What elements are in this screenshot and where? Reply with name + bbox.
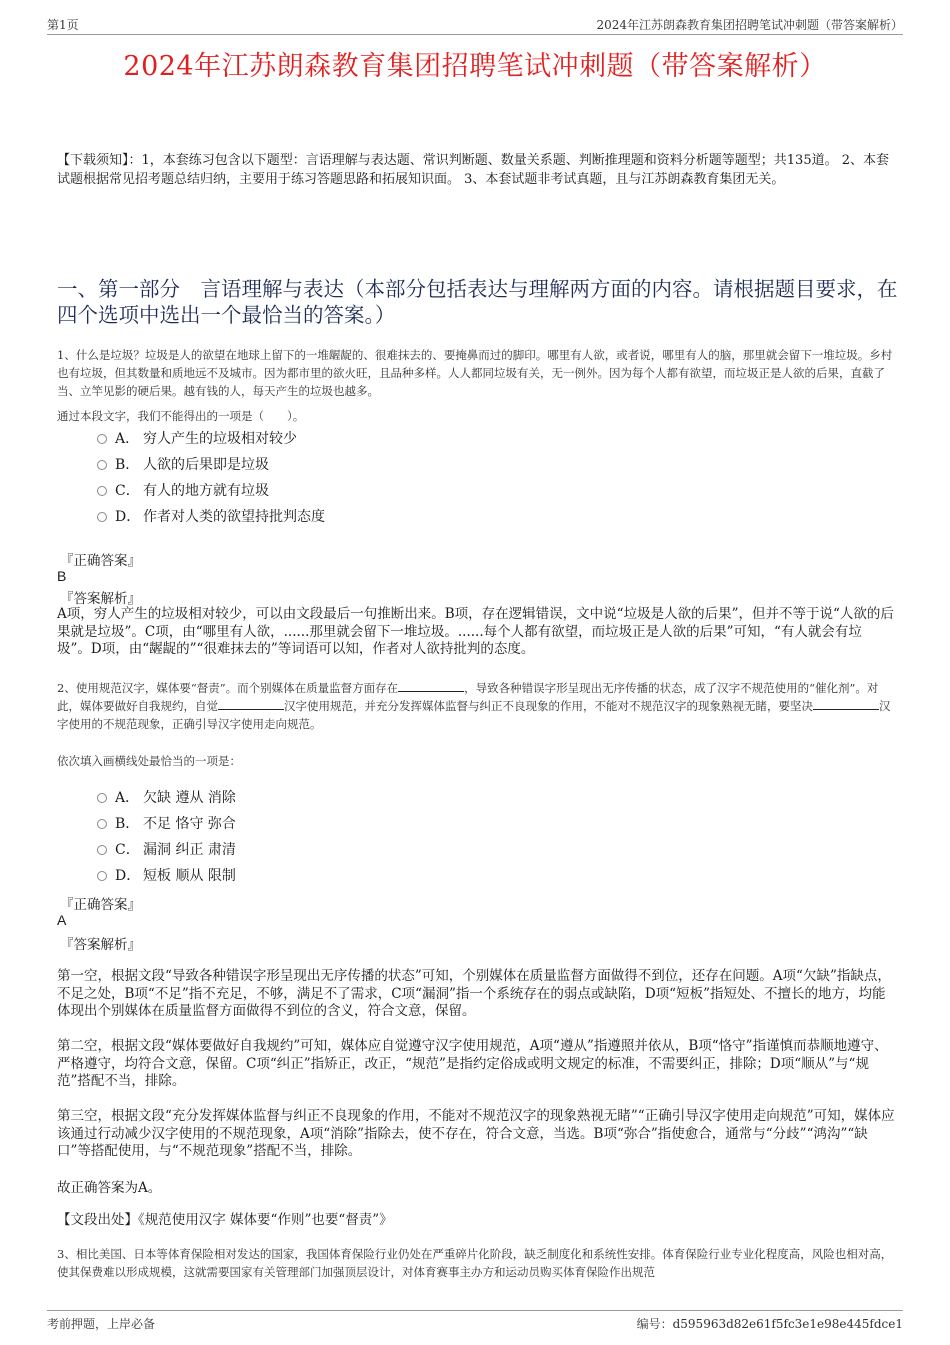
radio-icon[interactable] bbox=[97, 793, 107, 803]
question-1-options bbox=[97, 425, 597, 529]
option-d[interactable]: D． 短板 顺从 限制 bbox=[97, 862, 597, 888]
footer-slogan: 考前押题，上岸必备 bbox=[47, 1317, 156, 1331]
option-a[interactable]: A． 穷人产生的垃圾相对较少 bbox=[97, 425, 597, 451]
radio-icon[interactable] bbox=[97, 486, 107, 496]
question-1-ask: 通过本段文字，我们不能得出的一项是（ ）。 bbox=[57, 409, 305, 423]
answer-value: B bbox=[57, 568, 67, 584]
radio-icon[interactable] bbox=[97, 434, 107, 444]
question-2-ask: 依次填入画横线处最恰当的一项是： bbox=[57, 754, 241, 768]
page-title: 2024年江苏朗森教育集团招聘笔试冲刺题（带答案解析） bbox=[123, 51, 827, 82]
radio-icon[interactable] bbox=[97, 512, 107, 522]
option-c[interactable]: C． 有人的地方就有垃圾 bbox=[97, 477, 597, 503]
question-1-stem: 1、什么是垃圾？垃圾是人的欲望在地球上留下的一堆龌龊的、很难抹去的、要掩鼻而过的脚印。哪里有人欲，或者说，哪里有人的脑，那里就会留下一堆垃圾。乡村也有垃圾，但其数量和质地远不及城市。因为都市里的欲火旺，且品种多样。人人都同垃圾有关，无一例外。因为每个人都有欲望，而垃圾正是人欲的后果，直截了当、立竿见影的硬后果。越有钱的人，每天产生的垃圾也越多。 bbox=[57, 348, 893, 398]
analysis-conclusion: 故正确答案为A。 bbox=[57, 1180, 162, 1196]
document-id: 编号：d595963d82e61f5fc3e1e98e445fdce1 bbox=[636, 1317, 903, 1331]
page-number: 第1页 bbox=[47, 18, 79, 32]
answer-label: 『正确答案』 bbox=[60, 553, 141, 569]
analysis-paragraph-1: 第一空，根据文段“导致各种错误字形呈现出无序传播的状态”可知，个别媒体在质量监督方面做得不到位，还存在问题。A项“欠缺”指缺点，不足之处，B项“不足”指不充足，不够，满足不了需求，C项“漏洞”指一个系统存在的弱点或缺陷，D项“短板”指短处、不擅长的地方，均能体现出个别媒体在质量监督方面做得不到位的含义，符合文意，保留。 bbox=[57, 968, 891, 1019]
page-footer bbox=[47, 1310, 903, 1331]
page-header bbox=[47, 14, 903, 35]
option-a[interactable]: A． 欠缺 遵从 消除 bbox=[97, 784, 597, 810]
header-doc-title: 2024年江苏朗森教育集团招聘笔试冲刺题（带答案解析） bbox=[596, 18, 903, 32]
passage-source: 【文段出处】《规范使用汉字 媒体要“作则”也要“督责”》 bbox=[57, 1212, 393, 1228]
question-3-stem: 3、相比美国、日本等体育保险相对发达的国家，我国体育保险行业仍处在严重碎片化阶段，缺乏制度化和系统性安排。体育保险行业专业化程度高，风险也相对高，使其保费难以形成规模，这就需要国家有关管理部门加强顶层设计，对体育赛事主办方和运动员购买体育保险作出规范 bbox=[57, 1247, 893, 1279]
analysis-label: 『答案解析』 bbox=[60, 591, 141, 607]
section-heading: 一、第一部分 言语理解与表达（本部分包括表达与理解两方面的内容。请根据题目要求，在四个选项中选出一个最恰当的答案。） bbox=[57, 277, 898, 327]
analysis-paragraph-3: 第三空，根据文段“充分发挥媒体监督与纠正不良现象的作用，不能对不规范汉字的现象熟视无睹”“正确引导汉字使用走向规范”可知，媒体应该通过行动减少汉字使用的不规范现象，A项“消除”指除去，使不存在，符合文意，当选。B项“弥合”指使愈合，通常与“分歧”“鸿沟”“缺口”等搭配使用，与“不规范现象”搭配不当，排除。 bbox=[57, 1108, 895, 1159]
radio-icon[interactable] bbox=[97, 871, 107, 881]
option-b[interactable]: B． 不足 恪守 弥合 bbox=[97, 810, 597, 836]
option-d[interactable]: D． 作者对人类的欲望持批判态度 bbox=[97, 503, 597, 529]
option-b[interactable]: B． 人欲的后果即是垃圾 bbox=[97, 451, 597, 477]
analysis-text: A项，穷人产生的垃圾相对较少，可以由文段最后一句推断出来。B项，存在逻辑错误，文中说“垃圾是人欲的后果”，但并不等于说“人欲的后果就是垃圾”。C项，由“哪里有人欲，......那里就会留下一堆垃圾。......每个人都有欲望，而垃圾正是人欲的后果”可知，“有人就会有垃圾”。D项，由“龌龊的”“很难抹去的”等词语可以知，作者对人欲持批判的态度。 bbox=[57, 606, 894, 657]
radio-icon[interactable] bbox=[97, 845, 107, 855]
analysis-paragraph-2: 第二空，根据文段“媒体要做好自我规约”可知，媒体应自觉遵守汉字使用规范，A项“遵从”指遵照并依从，B项“恪守”指谨慎而恭顺地遵守、严格遵守，均符合文意，保留。C项“纠正”指矫正，改正，“规范”是指约定俗成或明文规定的标准，不需要纠正，排除；D项“顺从”与“规范”搭配不当，排除。 bbox=[57, 1038, 888, 1089]
analysis-label: 『答案解析』 bbox=[60, 937, 141, 953]
question-2-stem: 2、使用规范汉字，媒体要“督责”。而个别媒体在质量监督方面存在 ，导致各种错误字形呈现出无序传播的状态，成了汉字不规范使用的“催化剂”。对此，媒体要做好自我规约，自觉 汉字使用规范，并充分发挥媒体监督与纠正不良现象的作用，不能对不规范汉字的现象熟视无睹，要坚决 汉字使用的不规范现象，正确引导汉字使用走向规范。 bbox=[57, 681, 891, 731]
option-c[interactable]: C． 漏洞 纠正 肃清 bbox=[97, 836, 597, 862]
download-notice: 【下载须知】：1，本套练习包含以下题型：言语理解与表达题、常识判断题、数量关系题、判断推理题和资料分析题等题型；共135道。 2、本套试题根据常见招考题总结归纳，主要用于练习答题思路和拓展知识面。 3、本套试题非考试真题，且与江苏朗森教育集团无关。 bbox=[57, 153, 889, 187]
radio-icon[interactable] bbox=[97, 460, 107, 470]
question-2-options bbox=[97, 784, 597, 888]
answer-value: A bbox=[57, 912, 67, 928]
answer-label: 『正确答案』 bbox=[60, 897, 141, 913]
radio-icon[interactable] bbox=[97, 819, 107, 829]
